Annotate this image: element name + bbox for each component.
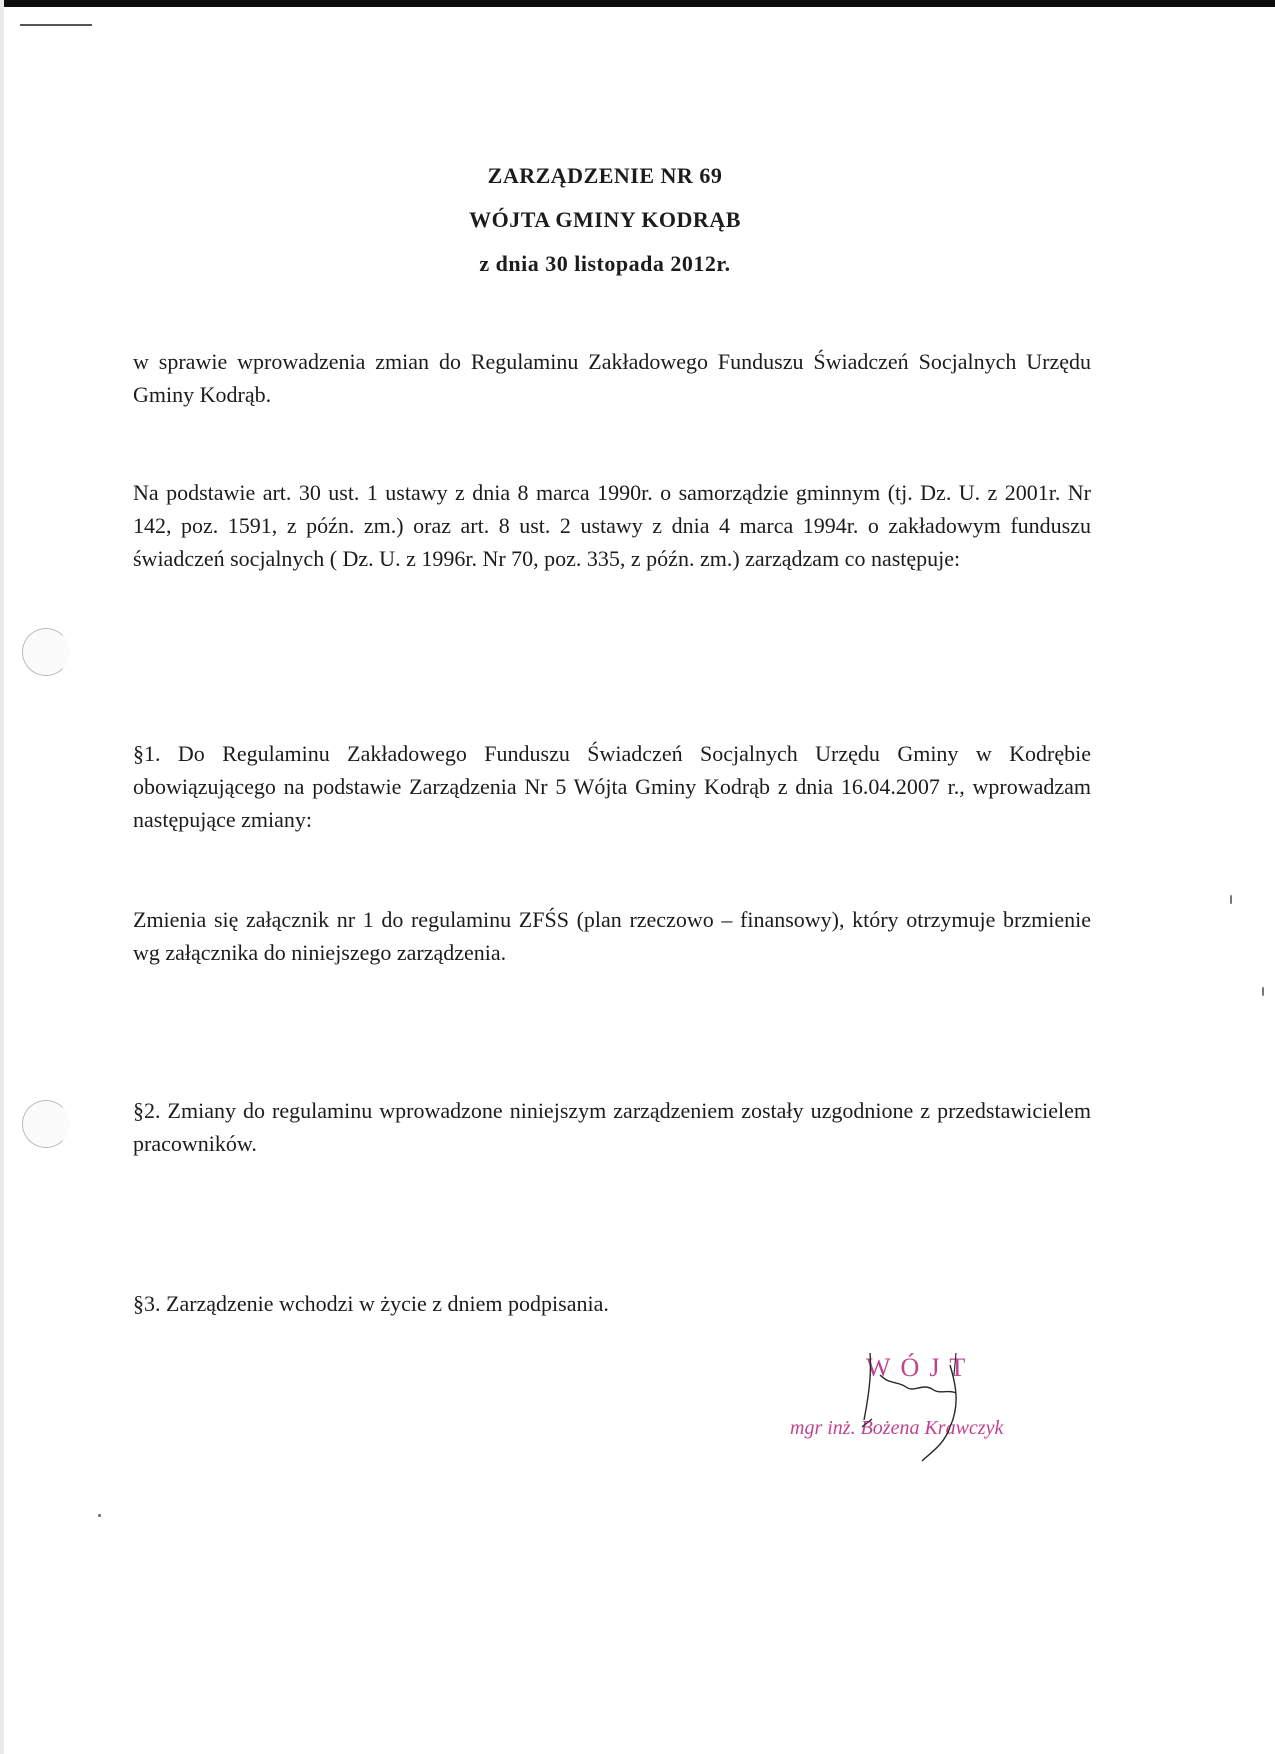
- stamp-title: WÓJT: [866, 1353, 976, 1382]
- document-title: ZARZĄDZENIE NR 69: [487, 163, 723, 188]
- punch-hole-bottom: [22, 1100, 70, 1148]
- paragraph-3: [133, 1287, 1091, 1320]
- paragraph-3-text: §3. Zarządzenie wchodzi w życie z dniem podpisania.: [133, 1291, 609, 1316]
- document-date: z dnia 30 listopada 2012r.: [479, 251, 731, 276]
- subject-text: w sprawie wprowadzenia zmian do Regulaminu Zakładowego Funduszu Świadczeń Socjalnych Urzędu Gminy Kodrąb.: [133, 349, 1091, 407]
- scan-left-edge: [0, 0, 4, 1754]
- legal-basis-paragraph: [133, 476, 1091, 575]
- change-paragraph: [133, 903, 1091, 969]
- signature-stamp: [780, 1345, 1100, 1465]
- subject-paragraph: [133, 345, 1091, 411]
- paragraph-1: [133, 737, 1091, 836]
- legal-basis-text: Na podstawie art. 30 ust. 1 ustawy z dnia 8 marca 1990r. o samorządzie gminnym (tj. Dz. U. z 2001r. Nr 142, poz. 1591, z późn. zm.) oraz art. 8 ust. 2 ustawy z dnia 4 marca 1994r. o zakładowym funduszu świadczeń socjalnych ( Dz. U. z 1996r. Nr 70, poz. 335, z późn. zm.) zarządzam co następuje:: [133, 480, 1091, 571]
- handwritten-signature: [780, 1345, 1100, 1465]
- scan-speck: [1230, 895, 1232, 904]
- paragraph-1-text: §1. Do Regulaminu Zakładowego Funduszu Świadczeń Socjalnych Urzędu Gminy w Kodrębie obowiązującego na podstawie Zarządzenia Nr 5 Wójta Gminy Kodrąb z dnia 16.04.2007 r., wprowadzam następujące zmiany:: [133, 741, 1091, 832]
- punch-hole-top: [22, 628, 70, 676]
- paragraph-2-text: §2. Zmiany do regulaminu wprowadzone niniejszym zarządzeniem zostały uzgodnione z przedstawicielem pracowników.: [133, 1098, 1091, 1156]
- document-issuer: WÓJTA GMINY KODRĄB: [469, 207, 741, 232]
- scan-speck: [1262, 987, 1264, 996]
- stamp-name: mgr inż. Bożena Krawczyk: [790, 1417, 1004, 1439]
- scan-speck: [98, 1514, 101, 1517]
- change-text: Zmienia się załącznik nr 1 do regulaminu ZFŚS (plan rzeczowo – finansowy), który otrzymuje brzmienie wg załącznika do niniejszego zarządzenia.: [133, 907, 1091, 965]
- document-header: [380, 154, 830, 286]
- scan-top-edge: [0, 0, 1275, 7]
- paragraph-2: [133, 1094, 1091, 1160]
- corner-mark: [20, 24, 92, 26]
